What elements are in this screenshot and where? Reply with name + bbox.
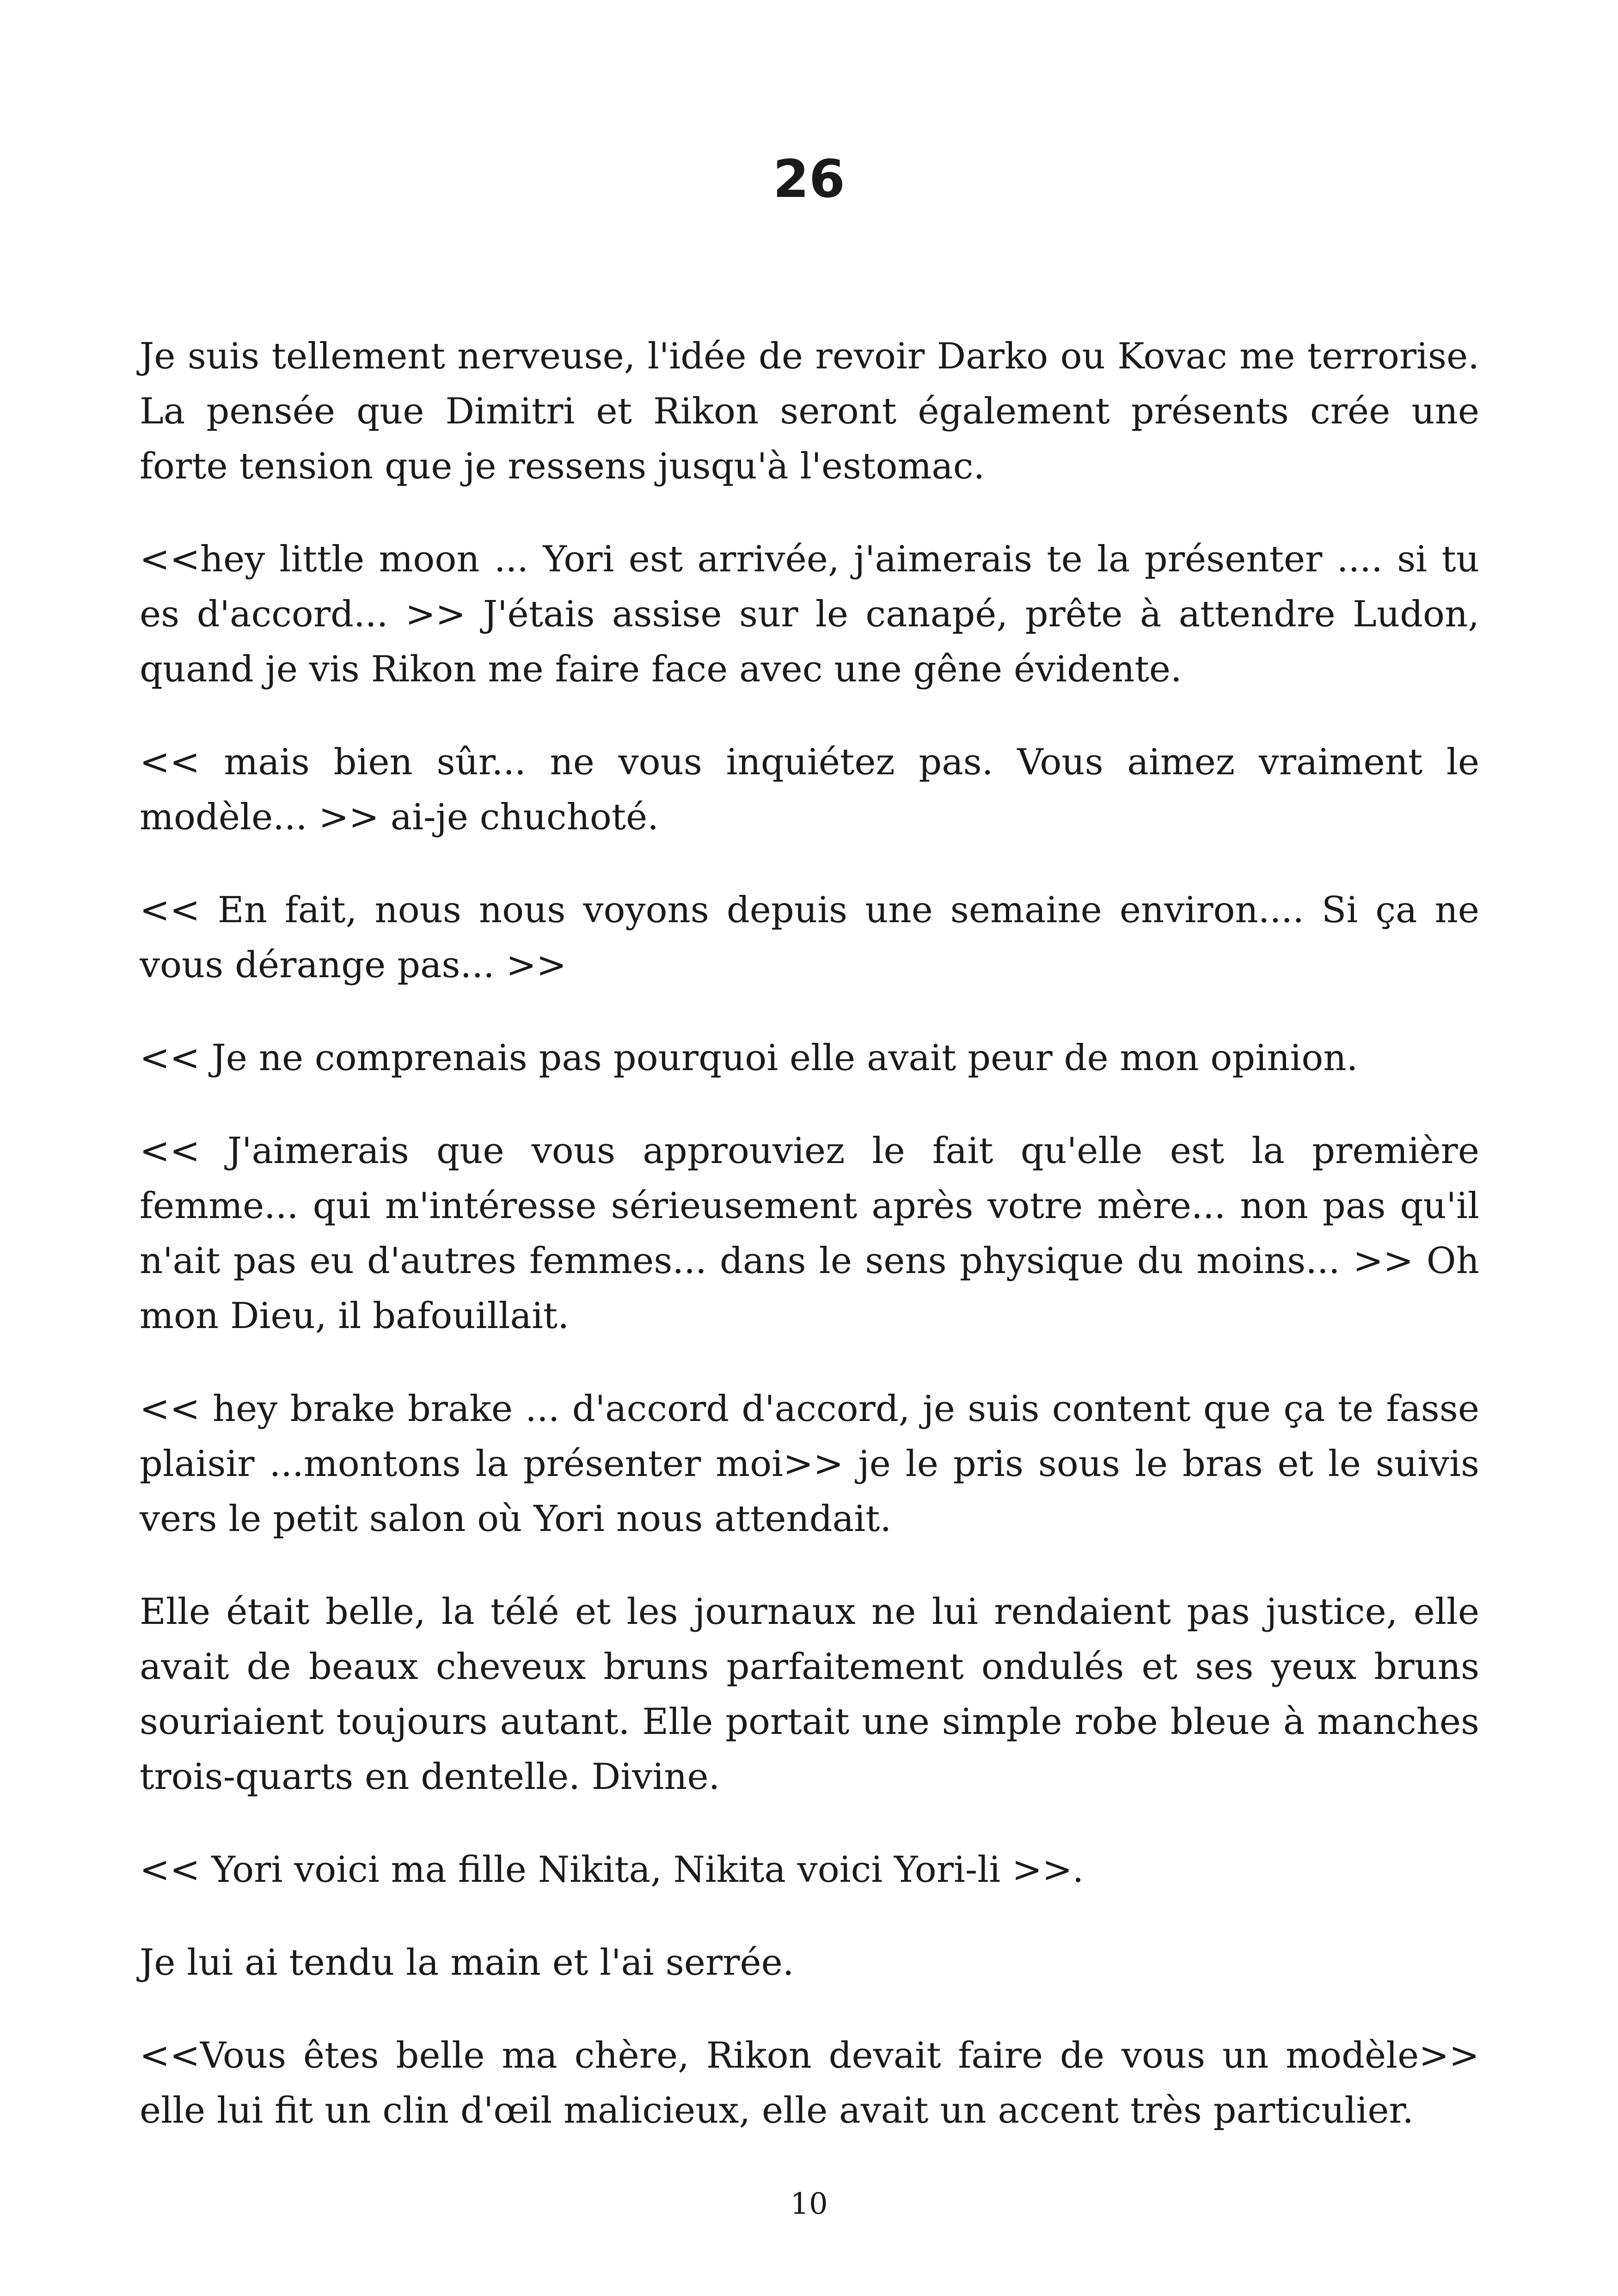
paragraph: << mais bien sûr... ne vous inquiétez pas. Vous aimez vraiment le modèle... >> ai-je chuchoté. <box>140 741 1479 838</box>
paragraph: Elle était belle, la télé et les journaux ne lui rendaient pas justice, elle avait de beaux cheveux bruns parfaitement ondulés et ses yeux bruns souriaient toujours autant. Elle portait une simple robe bleue à manches trois-quarts en dentelle. Divine. <box>140 1591 1479 1798</box>
page-number: 10 <box>790 2187 828 2221</box>
paragraph: << Je ne comprenais pas pourquoi elle avait peur de mon opinion. <box>140 1037 1358 1079</box>
paragraph: << hey brake brake ... d'accord d'accord, je suis content que ça te fasse plaisir ...montons la présenter moi>> je le pris sous le bras et le suivis vers le petit salon où Yori nous attendait. <box>140 1388 1479 1540</box>
paragraph: <<Vous êtes belle ma chère, Rikon devait faire de vous un modèle>> elle lui fit un clin d'œil malicieux, elle avait un accent très particulier. <box>140 2035 1479 2131</box>
paragraph: << En fait, nous nous voyons depuis une semaine environ.... Si ça ne vous dérange pas... >> <box>140 889 1479 986</box>
chapter-number: 26 <box>773 149 845 209</box>
paragraph: <<hey little moon ... Yori est arrivée, j'aimerais te la présenter .... si tu es d'accord... >> J'étais assise sur le canapé, prête à attendre Ludon, quand je vis Rikon me faire face avec une gêne évidente. <box>140 539 1479 690</box>
paragraph: Je lui ai tendu la main et l'ai serrée. <box>140 1942 794 1984</box>
paragraph: << Yori voici ma fille Nikita, Nikita voici Yori-li >>. <box>140 1849 1084 1891</box>
paragraph: << J'aimerais que vous approuviez le fait qu'elle est la première femme... qui m'intéresse sérieusement après votre mère... non pas qu'il n'ait pas eu d'autres femmes... dans le sens physique du moins... >> Oh mon Dieu, il bafouillait. <box>140 1130 1479 1337</box>
body-text <box>140 329 1479 2176</box>
paragraph: Je suis tellement nerveuse, l'idée de revoir Darko ou Kovac me terrorise. La pensée que Dimitri et Rikon seront également présents crée une forte tension que je ressens jusqu'à l'estomac. <box>140 336 1479 487</box>
